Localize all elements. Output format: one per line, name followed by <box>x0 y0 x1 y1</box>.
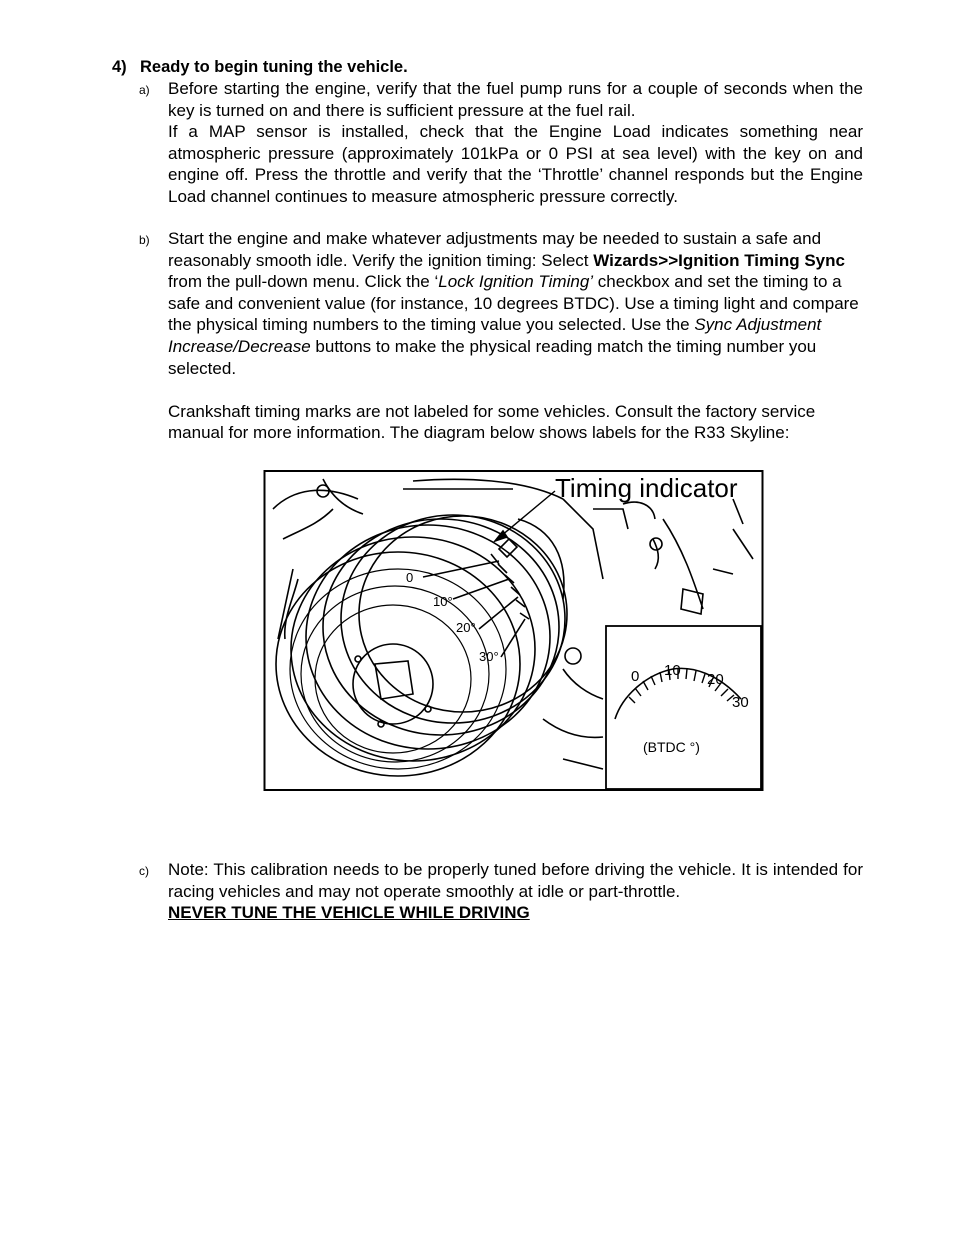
pulley-mark-20: 20° <box>456 620 476 635</box>
list-item-a <box>139 78 863 208</box>
item-a-paragraph-2: If a MAP sensor is installed, check that the Engine Load indicates something near atmospheric pressure (approximately 101kPa or 0 PSI at sea level) with the key on and engine off. Press the throttle and verify that the ‘Throttle’ channel responds but the Engine Load channel continues to measure atmospheric pressure correctly. <box>168 122 863 206</box>
inset-scale-20: 20 <box>707 671 724 688</box>
inset-caption: (BTDC °) <box>643 739 700 755</box>
item-b-paragraph-1 <box>168 228 863 379</box>
inset-scale-10: 10 <box>664 662 681 679</box>
safety-warning: NEVER TUNE THE VEHICLE WHILE DRIVING <box>168 903 530 923</box>
timing-indicator-label: Timing indicator <box>555 473 738 503</box>
pulley-mark-30: 30° <box>479 649 499 664</box>
section-heading <box>112 57 408 78</box>
pulley-mark-10: 10° <box>433 594 453 609</box>
diagram-svg <box>263 469 765 793</box>
text-run: from the pull-down menu. Click the ‘ <box>168 272 439 292</box>
inset-scale-30: 30 <box>732 694 749 711</box>
item-marker-c: c) <box>139 864 149 878</box>
list-item-b <box>139 228 863 444</box>
text-run: buttons to make the physical reading match the timing number you selected. <box>168 336 817 378</box>
list-item-c <box>139 859 863 924</box>
section-number: 4) <box>112 58 127 76</box>
pulley-mark-0: 0 <box>406 570 414 585</box>
item-a-paragraph-1: Before starting the engine, verify that the fuel pump runs for a couple of seconds when the key is turned on and there is sufficient pressure at the fuel rail. <box>168 79 863 120</box>
text-run: Start the engine and make whatever adjustments may be needed to sustain a safe and reasonably smooth idle. Verify the ignition timing: Select <box>168 229 822 270</box>
section-title: Ready to begin tuning the vehicle. <box>140 58 408 76</box>
item-b-paragraph-2: Crankshaft timing marks are not labeled for some vehicles. Consult the factory service manual for more information. The diagram below shows labels for the R33 Skyline: <box>168 401 816 443</box>
checkbox-name-text: Lock Ignition Timing’ <box>438 272 594 292</box>
timing-scale-inset <box>606 626 761 789</box>
timing-marks-diagram <box>263 469 765 793</box>
button-name-text: Sync Adjustment Increase/Decrease <box>168 315 822 356</box>
menu-path-text: Wizards>>Ignition Timing Sync <box>593 250 845 270</box>
inset-scale-0: 0 <box>631 668 640 685</box>
item-marker-a: a) <box>139 83 150 97</box>
text-run: checkbox and set the timing to a safe and convenient value (for instance, 10 degrees BTDC). Use a timing light and compare the physical timing numbers to the timing value you selected. Use the <box>168 272 859 335</box>
item-c-note: Note: This calibration needs to be properly tuned before driving the vehicle. It is intended for racing vehicles and may not operate smoothly at idle or part-throttle. <box>168 860 863 901</box>
item-marker-b: b) <box>139 233 150 247</box>
